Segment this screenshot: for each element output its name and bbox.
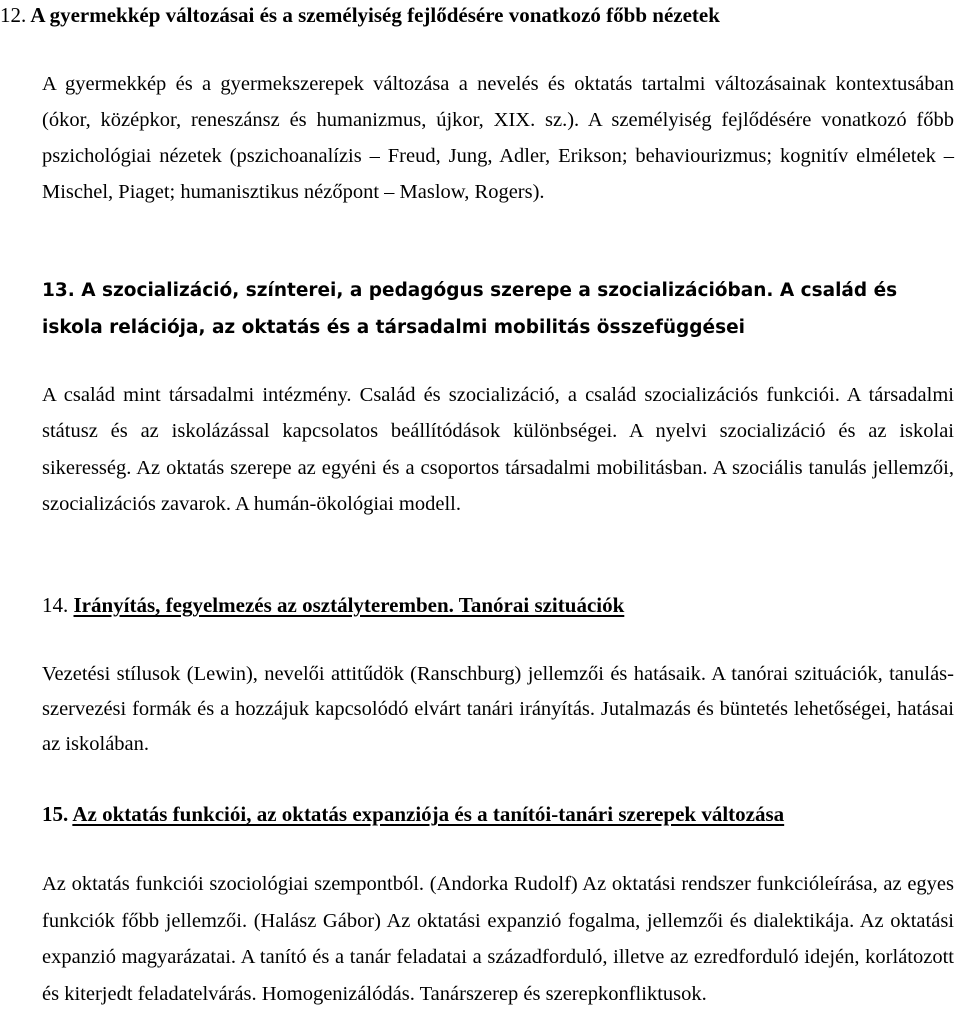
section-13-body: A család mint társadalmi intézmény. Család és szocializáció, a család szocializációs funkciói. A társadalmi státusz és az iskolázással kapcsolatos beállítódások különbségei. A nyelvi szocializáció és az iskolai sikeresség. Az oktatás szerepe az egyéni és a csoportos társadalmi mobilitásban. A szociális tanulás jellemzői, szocializációs zavarok. A humán-ökológiai modell. <box>42 384 954 516</box>
section-13-number: 13. <box>42 280 75 301</box>
section-12-title: A gyermekkép változásai és a személyiség fejlődésére vonatkozó főbb nézetek <box>30 3 720 27</box>
section-14-number: 14. <box>42 593 69 617</box>
section-15-body: Az oktatás funkciói szociológiai szempontból. (Andorka Rudolf) Az oktatási rendszer funkcióleírása, az egyes funkciók főbb jellemzői. (Halász Gábor) Az oktatási expanzió fogalma, jellemzői és dialektikája. Az oktatási expanzió magyarázatai. A tanító és a tanár feladatai a századforduló, illetve az ezredforduló idején, korlátozott és kiterjedt feladatelvárás. Homogenizálódás. Tanárszerep és szerepkonfliktusok. <box>42 873 954 1005</box>
section-14-heading <box>42 588 960 622</box>
section-13-heading <box>42 274 960 308</box>
section-12-body: A gyermekkép és a gyermekszerepek változása a nevelés és oktatás tartalmi változásainak kontextusában (ókor, középkor, reneszánsz és humanizmus, újkor, XIX. sz.). A személyiség fejlődésére vonatkozó főbb pszichológiai nézetek (pszichoanalízis – Freud, Jung, Adler, Erikson; behaviourizmus; kognitív elméletek – Mischel, Piaget; humanisztikus nézőpont – Maslow, Rogers). <box>42 73 954 203</box>
section-12-number: 12. <box>0 3 27 27</box>
section-15-heading <box>42 797 960 831</box>
section-13-title-line2: iskola relációja, az oktatás és a társadalmi mobilitás összefüggései <box>42 317 745 338</box>
section-15-title: Az oktatás funkciói, az oktatás expanziója és a tanítói-tanári szerepek változása <box>72 802 785 826</box>
section-14-body: Vezetési stílusok (Lewin), nevelői attitűdök (Ranschburg) jellemzői és hatásaik. A tanórai szituációk, tanulás-szervezési formák és a hozzájuk kapcsolódó elvárt tanári irányítás. Jutalmazás és büntetés lehetőségei, hatásai az iskolában. <box>42 663 954 755</box>
section-13-title-line1: A szocializáció, színterei, a pedagógus szerepe a szocializációban. A család és <box>81 280 898 301</box>
section-15-number: 15. <box>42 802 69 826</box>
section-14-title: Irányítás, fegyelmezés az osztályteremben. Tanórai szituációk <box>73 593 625 617</box>
section-12-heading <box>0 0 955 32</box>
